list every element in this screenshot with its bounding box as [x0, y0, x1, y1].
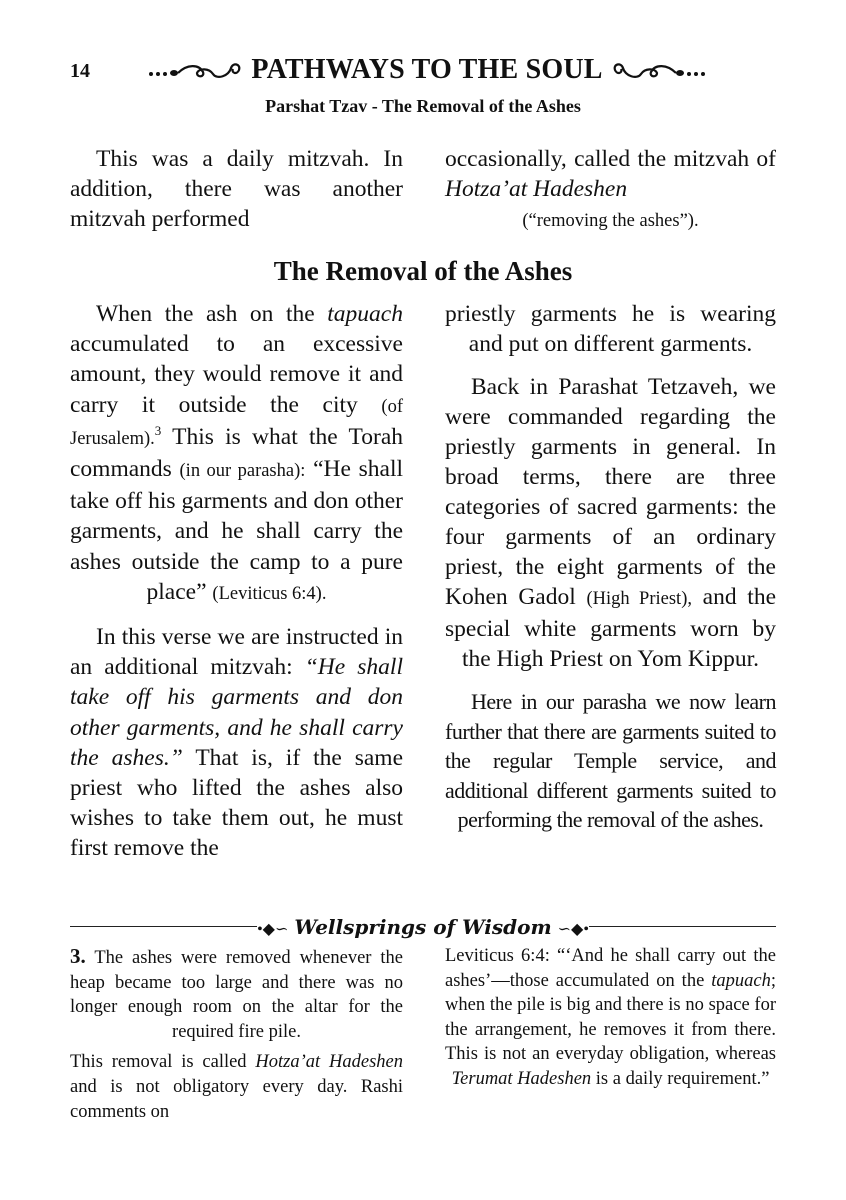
- body-paragraph: Back in Parashat Tetzaveh, we were commanded regarding the priestly garments in general. In broad terms, there are three categories of sacred garments: the four garments of an ordinary priest, the eight garments of the Kohen Gadol (High Priest), and the special white garments worn by the High Priest on Yom Kippur.: [445, 374, 776, 673]
- ornament-icon: •◆∽: [257, 921, 289, 938]
- body-left-column: [70, 299, 403, 864]
- footnote-right-column: [445, 944, 776, 1092]
- intro-right-column: [445, 144, 776, 237]
- body-right-column: [445, 299, 776, 835]
- footnote-number: 3.: [70, 944, 86, 968]
- intro-right-gloss: (“removing the ashes”).: [522, 211, 699, 232]
- wellsprings-title: •◆∽ Wellsprings of Wisdom ∽◆•: [257, 915, 589, 939]
- body-paragraph: Here in our parasha we now learn further that there are garments suited to the regular Temple service, and additional different garments suited to performing the removal of the ashes.: [445, 689, 776, 833]
- wellsprings-divider: [70, 915, 776, 939]
- footnote-paragraph: 3. The ashes were removed whenever the heap became too large and there was no longer enough room on the altar for the required fire pile.: [70, 944, 403, 1042]
- body-paragraph: In this verse we are instructed in an additional mitzvah: “He shall take off his garments and don other garments, and he shall carry the ashes.” That is, if the same priest who lifted the ashes also wishes to take them out, he must first remove the: [70, 624, 403, 862]
- body-paragraph: When the ash on the tapuach accumulated to an excessive amount, they would remove it and carry it outside the city (of Jerusalem).$^3$ This is what the Torah commands (in our parasha): “He shall take off his garments and don other garments, and he shall carry the ashes outside the camp to a pure place” (Leviticus 6:4).: [70, 301, 403, 605]
- intro-left-column: [70, 144, 403, 235]
- running-title: [132, 52, 722, 88]
- body-paragraph: priestly garments he is wearing and put on different garments.: [445, 301, 776, 358]
- right-flourish-icon: [611, 60, 707, 80]
- footnote-paragraph: Leviticus 6:4: “‘And he shall carry out the ashes’—those accumulated on the tapuach; when the pile is big and there is no space for the arrangement, he removes it from there. This is not an everyday obligation, whereas Terumat Hadeshen is a daily requirement.”: [445, 946, 776, 1089]
- running-title-text: PATHWAYS TO THE SOUL: [251, 54, 603, 85]
- intro-right-text: occasionally, called the mitzvah of Hotza’at Hadeshen: [445, 146, 776, 203]
- section-heading: The Removal of the Ashes: [273, 256, 573, 286]
- footnote-ref: 3: [154, 422, 162, 438]
- footnote-left-column: [70, 944, 403, 1124]
- footnote-paragraph: This removal is called Hotza’at Hadeshen and is not obligatory every day. Rashi comments on: [70, 1052, 403, 1122]
- ornament-icon: ∽◆•: [557, 921, 589, 938]
- chapter-subtitle: Parshat Tzav - The Removal of the Ashes: [265, 96, 581, 116]
- left-flourish-icon: [147, 60, 243, 80]
- page-number: 14: [70, 60, 90, 82]
- intro-left-text: This was a daily mitzvah. In addition, there was another mitzvah performed: [70, 146, 403, 233]
